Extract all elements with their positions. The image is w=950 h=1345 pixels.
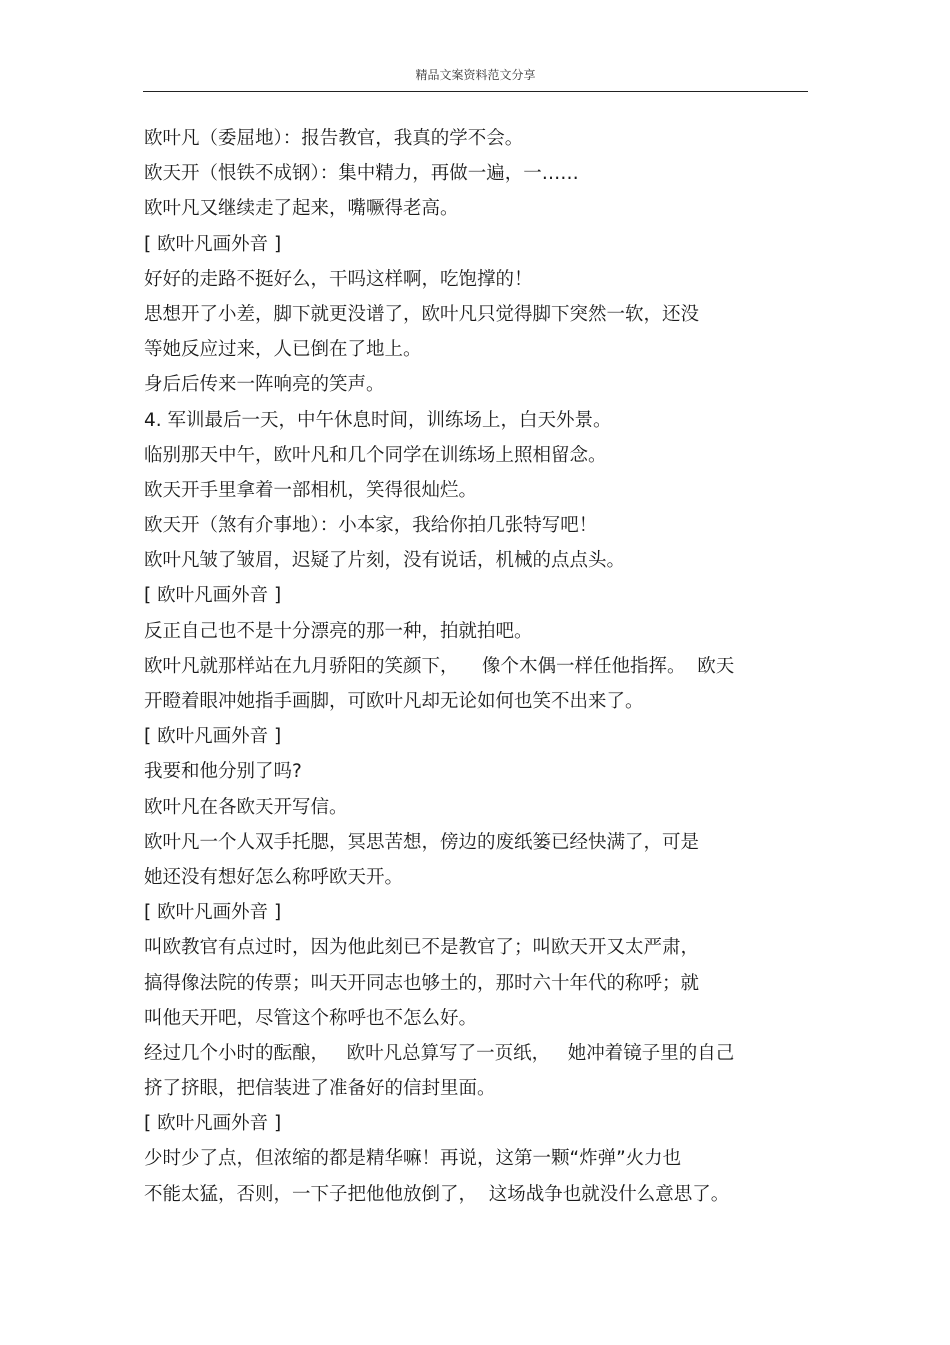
text-line: 欧叶凡（委屈地）：报告教官，我真的学不会。 <box>144 128 524 149</box>
text-line: 经过几个小时的酝酿， 欧叶凡总算写了一页纸， 她冲着镜子里的自己 <box>144 1042 735 1064</box>
page-header-title: 精品文案资料范文分享 <box>415 68 536 82</box>
text-line: 叫他天开吧，尽管这个称呼也不怎么好。 <box>144 1007 478 1029</box>
text-line: 等她反应过来，人已倒在了地上。 <box>144 339 422 361</box>
text-line: 思想开了小差，脚下就更没谱了，欧叶凡只觉得脚下突然一软，还没 <box>144 303 700 325</box>
text-line: 叫欧教官有点过时，因为他此刻已不是教官了；叫欧天开又太严肃， <box>144 937 700 959</box>
text-line: [ 欧叶凡画外音 ] <box>144 726 282 748</box>
text-line: 好好的走路不挺好么，干吗这样啊，吃饱撑的！ <box>144 268 533 290</box>
text-line: 我要和他分别了吗? <box>144 761 302 783</box>
document-body <box>144 121 814 1212</box>
text-line: 欧天开手里拿着一部相机，笑得很灿烂。 <box>144 479 478 501</box>
text-line: 欧叶凡就那样站在九月骄阳的笑颜下， 像个木偶一样任他指挥。 欧天 <box>144 655 735 677</box>
text-line: 欧天开（恨铁不成钢）：集中精力，再做一遍，一…… <box>144 163 579 185</box>
text-line: 欧叶凡一个人双手托腮，冥思苦想，傍边的废纸篓已经快满了，可是 <box>144 831 700 853</box>
text-line: 临别那天中午，欧叶凡和几个同学在训练场上照相留念。 <box>144 444 607 466</box>
text-line: 欧天开（煞有介事地）：小本家，我给你拍几张特写吧！ <box>144 515 598 537</box>
text-line: 挤了挤眼，把信装进了准备好的信封里面。 <box>144 1078 496 1100</box>
text-line: 她还没有想好怎么称呼欧天开。 <box>144 866 404 888</box>
text-line: 欧叶凡皱了皱眉，迟疑了片刻，没有说话，机械的点点头。 <box>144 550 626 572</box>
text-line: [ 欧叶凡画外音 ] <box>144 902 282 924</box>
text-line: 少时少了点，但浓缩的都是精华嘛！再说，这第一颗“炸弹”火力也 <box>144 1148 682 1170</box>
text-line: 开瞪着眼冲她指手画脚，可欧叶凡却无论如何也笑不出来了。 <box>144 691 644 712</box>
text-line: [ 欧叶凡画外音 ] <box>144 585 282 607</box>
text-line: 欧叶凡又继续走了起来，嘴噘得老高。 <box>144 198 459 220</box>
text-line: 不能太猛，否则，一下子把他他放倒了， 这场战争也就没什么意思了。 <box>144 1183 730 1205</box>
text-line: 4. 军训最后一天，中午休息时间，训练场上，白天外景。 <box>144 409 612 431</box>
text-line: 搞得像法院的传票；叫天开同志也够土的，那时六十年代的称呼；就 <box>144 972 700 994</box>
text-line: 身后后传来一阵响亮的笑声。 <box>144 374 385 396</box>
text-line: [ 欧叶凡画外音 ] <box>144 1113 282 1135</box>
header-divider <box>143 91 808 92</box>
text-line: 欧叶凡在各欧天开写信。 <box>144 796 348 818</box>
text-line: [ 欧叶凡画外音 ] <box>144 233 282 255</box>
text-line: 反正自己也不是十分漂亮的那一种，拍就拍吧。 <box>144 620 533 642</box>
